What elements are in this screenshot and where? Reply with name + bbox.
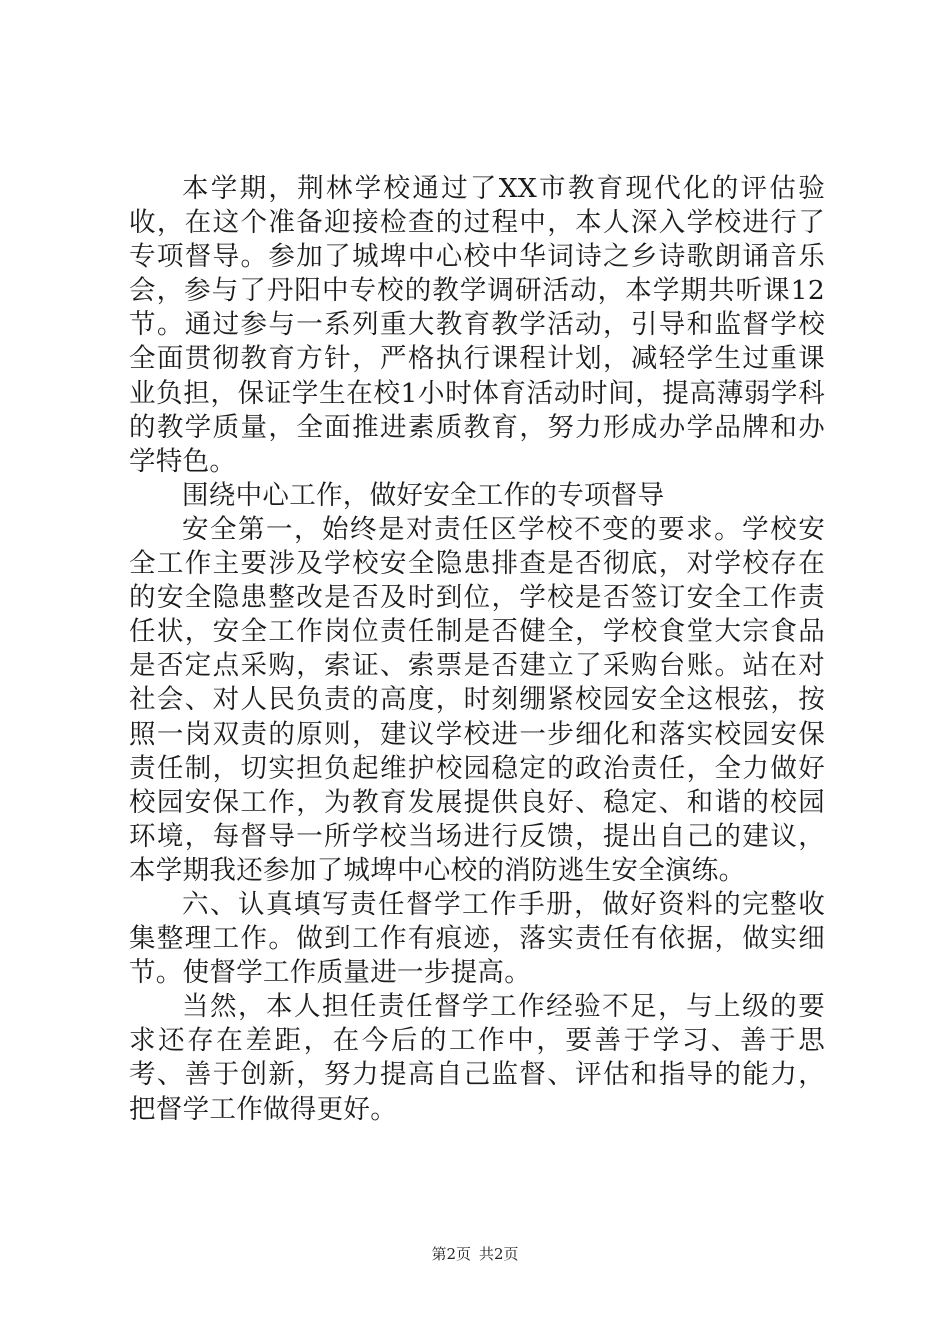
paragraph-conclusion: 当然，本人担任责任督学工作经验不足，与上级的要求还存在差距，在今后的工作中，要善于学习、善于思考、善于创新，努力提高自己监督、评估和指导的能力，把督学工作做得更好。 xyxy=(129,991,825,1125)
paragraph-handbook: 六、认真填写责任督学工作手册，做好资料的完整收集整理工作。做到工作有痕迹，落实责任有依据，做实细节。使督学工作质量进一步提高。 xyxy=(129,888,825,989)
paragraph-safety: 安全第一，始终是对责任区学校不变的要求。学校安全工作主要涉及学校安全隐患排查是否彻底，对学校存在的安全隐患整改是否及时到位，学校是否签订安全工作责任状，安全工作岗位责任制是否健全，学校食堂大宗食品是否定点采购，索证、索票是否建立了采购台账。站在对社会、对人民负责的高度，时刻绷紧校园安全这根弦，按照一岗双责的原则，建议学校进一步细化和落实校园安保责任制，切实担负起维护校园稳定的政治责任，全力做好校园安保工作，为教育发展提供良好、稳定、和谐的校园环境，每督导一所学校当场进行反馈，提出自己的建议，本学期我还参加了城埤中心校的消防逃生安全演练。 xyxy=(129,513,825,886)
page-footer xyxy=(0,1244,950,1264)
page-total: 共2页 xyxy=(479,1245,519,1263)
section-heading-safety: 围绕中心工作，做好安全工作的专项督导 xyxy=(182,479,665,511)
page-number: 第2页 xyxy=(431,1245,471,1263)
document-body xyxy=(129,172,825,1127)
paragraph-semester-work: 本学期，荆林学校通过了XX市教育现代化的评估验收，在这个准备迎接检查的过程中，本人深入学校进行了专项督导。参加了城埤中心校中华词诗之乡诗歌朗诵音乐会，参与了丹阳中专校的教学调研活动，本学期共听课12节。通过参与一系列重大教育教学活动，引导和监督学校全面贯彻教育方针，严格执行课程计划，减轻学生过重课业负担，保证学生在校1小时体育活动时间，提高薄弱学科的教学质量，全面推进素质教育，努力形成办学品牌和办学特色。 xyxy=(129,173,825,477)
